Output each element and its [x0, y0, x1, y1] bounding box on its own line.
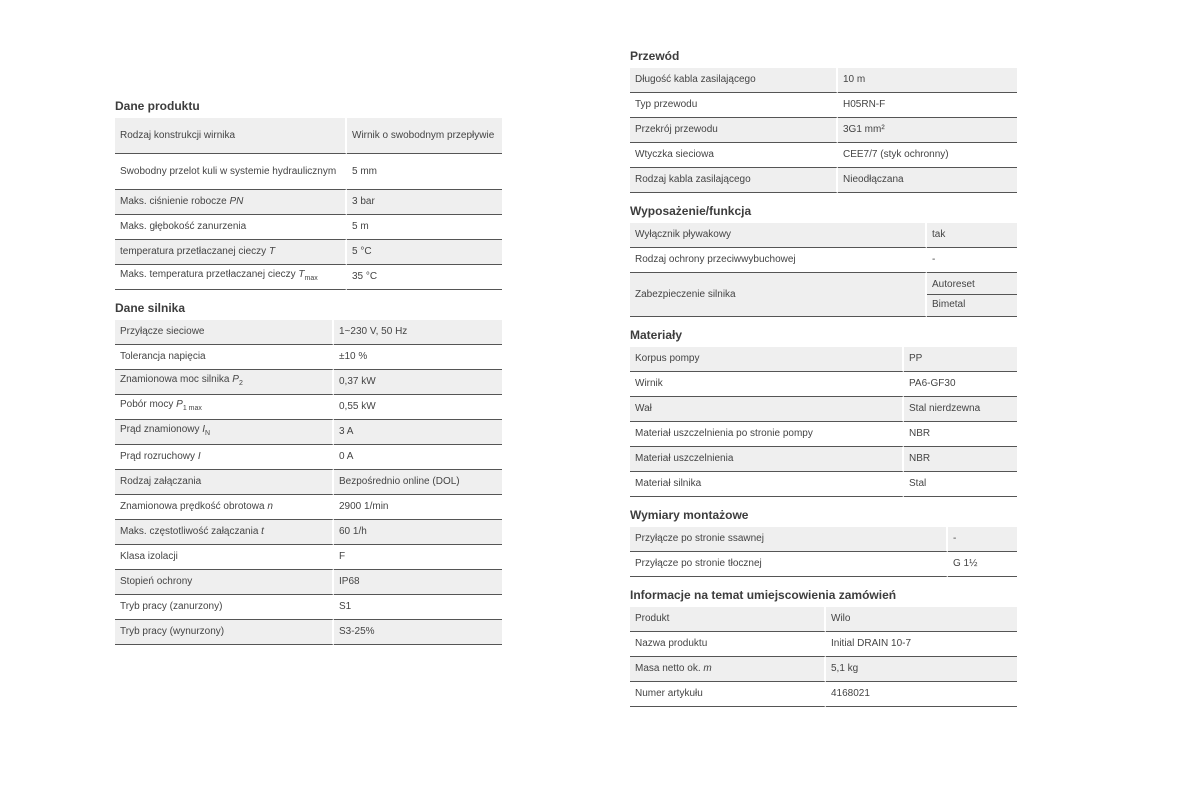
table-row: [115, 345, 502, 370]
label-text: Znamionowa moc silnika: [120, 374, 230, 385]
table-row: [115, 215, 502, 240]
label-text: temperatura przetłaczanej cieczy: [120, 246, 267, 257]
table-row: [630, 93, 1017, 118]
row-value: 5,1 kg: [826, 657, 1017, 682]
row-label: Tryb pracy (wynurzony): [115, 620, 334, 645]
subscript: max: [304, 275, 318, 282]
row-value: -: [948, 527, 1017, 552]
table-row: [630, 168, 1017, 193]
section-informacje: [630, 585, 1017, 707]
row-label: Korpus pompy: [630, 347, 904, 372]
spec-table: [115, 320, 502, 645]
row-label: Wał: [630, 397, 904, 422]
right-column: [630, 46, 1017, 715]
row-label: Wtyczka sieciowa: [630, 143, 838, 168]
symbol: PN: [229, 196, 244, 207]
row-value: tak: [927, 223, 1017, 248]
symbol: I: [197, 451, 201, 462]
row-label: [115, 370, 334, 395]
table-row: [630, 248, 1017, 273]
subscript: 2: [238, 380, 243, 387]
row-value: 0 A: [334, 445, 502, 470]
row-value: Stal nierdzewna: [904, 397, 1017, 422]
row-value: Nieodłączana: [838, 168, 1017, 193]
section-materialy: [630, 325, 1017, 497]
row-label: Długość kabla zasilającego: [630, 68, 838, 93]
row-label: [115, 495, 334, 520]
symbol: T: [268, 246, 276, 257]
row-label: Przyłącze sieciowe: [115, 320, 334, 345]
row-value: 3G1 mm²: [838, 118, 1017, 143]
table-row: [630, 118, 1017, 143]
symbol: T: [298, 269, 305, 280]
row-label: Zabezpieczenie silnika: [630, 273, 927, 317]
row-value: 3 A: [334, 420, 502, 445]
symbol: t: [261, 526, 264, 537]
table-row: [630, 397, 1017, 422]
symbol: P: [232, 374, 239, 385]
table-row: [630, 68, 1017, 93]
row-value: 5 m: [347, 215, 502, 240]
table-row: [630, 472, 1017, 497]
table-row: [630, 607, 1017, 632]
row-label: Wyłącznik pływakowy: [630, 223, 927, 248]
spec-table: [630, 68, 1017, 193]
row-label: Maks. głębokość zanurzenia: [115, 215, 347, 240]
row-value: G 1½: [948, 552, 1017, 577]
row-value: ±10 %: [334, 345, 502, 370]
row-value: 5 mm: [347, 154, 502, 190]
symbol: m: [703, 663, 712, 674]
table-row: [115, 190, 502, 215]
table-row: [115, 545, 502, 570]
table-row: [630, 447, 1017, 472]
table-row: [115, 395, 502, 420]
row-value: CEE7/7 (styk ochronny): [838, 143, 1017, 168]
row-value: IP68: [334, 570, 502, 595]
table-row: [115, 154, 502, 190]
section-title: Wymiary montażowe: [630, 508, 749, 522]
table-row: [115, 445, 502, 470]
section-title: Informacje na temat umiejscowienia zamówień: [630, 588, 897, 602]
table-row: [115, 520, 502, 545]
row-label: Typ przewodu: [630, 93, 838, 118]
row-value: PP: [904, 347, 1017, 372]
row-value: H05RN-F: [838, 93, 1017, 118]
label-text: Pobór mocy: [120, 399, 174, 410]
table-row: [630, 682, 1017, 707]
section-title: Materiały: [630, 328, 683, 342]
table-row: [630, 372, 1017, 397]
row-value: -: [927, 248, 1017, 273]
spec-table: [115, 118, 502, 290]
label-text: Prąd znamionowy: [120, 424, 200, 435]
row-label: Materiał silnika: [630, 472, 904, 497]
row-label: Przyłącze po stronie tłocznej: [630, 552, 948, 577]
row-value: NBR: [904, 447, 1017, 472]
row-label: [115, 265, 347, 290]
row-label: Tolerancja napięcia: [115, 345, 334, 370]
table-row: [115, 420, 502, 445]
table-row: [115, 470, 502, 495]
row-value: Initial DRAIN 10-7: [826, 632, 1017, 657]
row-value: 5 °C: [347, 240, 502, 265]
table-row: [630, 422, 1017, 447]
table-row: [630, 632, 1017, 657]
row-value: PA6-GF30: [904, 372, 1017, 397]
label-text: Maks. częstotliwość załączania: [120, 526, 259, 537]
spec-table: [630, 527, 1017, 577]
label-text: Maks. ciśnienie robocze: [120, 196, 227, 207]
row-value: NBR: [904, 422, 1017, 447]
row-value: 10 m: [838, 68, 1017, 93]
row-label: [115, 445, 334, 470]
table-row: [115, 370, 502, 395]
row-label: Przyłącze po stronie ssawnej: [630, 527, 948, 552]
row-label: Tryb pracy (zanurzony): [115, 595, 334, 620]
symbol: I: [202, 424, 206, 435]
row-label: Stopień ochrony: [115, 570, 334, 595]
row-value: 35 °C: [347, 265, 502, 290]
row-value: 0,37 kW: [334, 370, 502, 395]
table-row: [115, 495, 502, 520]
label-text: Maks. temperatura przetłaczanej cieczy: [120, 269, 296, 280]
row-value: Bezpośrednio online (DOL): [334, 470, 502, 495]
row-label: [115, 190, 347, 215]
left-column: [115, 96, 502, 653]
table-row: [630, 347, 1017, 372]
spec-table: [630, 223, 1017, 317]
row-label: Numer artykułu: [630, 682, 826, 707]
row-label: [115, 520, 334, 545]
table-row: [630, 527, 1017, 552]
stack-value: Bimetal: [932, 299, 966, 310]
row-label: Rodzaj konstrukcji wirnika: [115, 118, 347, 154]
row-value: 1~230 V, 50 Hz: [334, 320, 502, 345]
row-label: Produkt: [630, 607, 826, 632]
row-label: Nazwa produktu: [630, 632, 826, 657]
row-label: [115, 240, 347, 265]
section-title: Przewód: [630, 49, 680, 63]
row-value: Stal: [904, 472, 1017, 497]
row-label: Rodzaj ochrony przeciwwybuchowej: [630, 248, 927, 273]
section-dane-produktu: [115, 96, 502, 290]
row-label: [115, 420, 334, 445]
table-row: [630, 143, 1017, 168]
label-text: Masa netto ok.: [635, 663, 701, 674]
section-dane-silnika: [115, 298, 502, 645]
row-value: Wilo: [826, 607, 1017, 632]
table-row: [630, 273, 1017, 317]
section-title: Dane silnika: [115, 301, 186, 315]
label-text: Znamionowa prędkość obrotowa: [120, 501, 265, 512]
table-row: [115, 595, 502, 620]
table-row: [115, 118, 502, 154]
table-row: [115, 320, 502, 345]
section-title: Wyposażenie/funkcja: [630, 204, 752, 218]
row-label: Materiał uszczelnienia po stronie pompy: [630, 422, 904, 447]
section-wyposazenie: [630, 201, 1017, 317]
table-row: [630, 657, 1017, 682]
row-label: Swobodny przelot kuli w systemie hydraulicznym: [115, 154, 347, 190]
section-wymiary: [630, 505, 1017, 577]
spec-table: [630, 607, 1017, 707]
section-przewod: [630, 46, 1017, 193]
row-value: 2900 1/min: [334, 495, 502, 520]
section-title: Dane produktu: [115, 99, 200, 113]
subscript: N: [205, 430, 211, 437]
row-value: 0,55 kW: [334, 395, 502, 420]
stack-value: Autoreset: [927, 275, 1017, 295]
table-row: [115, 620, 502, 645]
table-row: [630, 552, 1017, 577]
table-row: [115, 265, 502, 290]
symbol: n: [267, 501, 273, 512]
row-label: Przekrój przewodu: [630, 118, 838, 143]
row-value: S1: [334, 595, 502, 620]
row-value: 4168021: [826, 682, 1017, 707]
table-row: [115, 570, 502, 595]
row-value: Wirnik o swobodnym przepływie: [347, 118, 502, 154]
spec-table: [630, 347, 1017, 497]
row-value: 60 1/h: [334, 520, 502, 545]
subscript: 1 max: [182, 405, 202, 412]
row-value: S3-25%: [334, 620, 502, 645]
row-label: Wirnik: [630, 372, 904, 397]
table-row: [630, 223, 1017, 248]
row-value: 3 bar: [347, 190, 502, 215]
row-label: [115, 395, 334, 420]
row-label: [630, 657, 826, 682]
symbol: P: [176, 399, 183, 410]
row-value: F: [334, 545, 502, 570]
table-row: [115, 240, 502, 265]
row-value-stack: [927, 273, 1017, 317]
row-label: Rodzaj załączania: [115, 470, 334, 495]
row-label: Materiał uszczelnienia: [630, 447, 904, 472]
row-label: Klasa izolacji: [115, 545, 334, 570]
row-label: Rodzaj kabla zasilającego: [630, 168, 838, 193]
label-text: Prąd rozruchowy: [120, 451, 196, 462]
